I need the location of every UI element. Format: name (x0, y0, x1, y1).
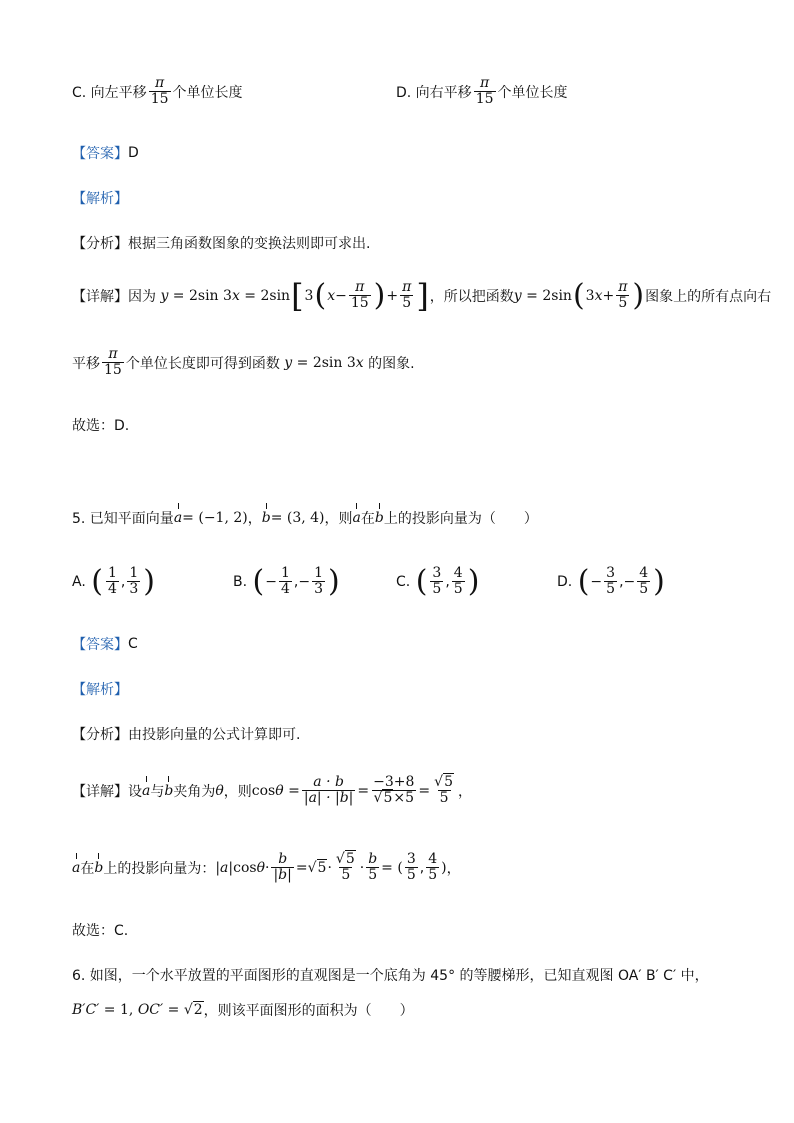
q4-detail-line2: 平移 $\frac{\pi}{15}$ 个单位长度即可得到函数 y = 2sin 3 x 的图象. (72, 346, 415, 378)
q5-option-a[interactable]: A. ( $\frac{1}{4}$ , $\frac{1}{3}$ ) (72, 563, 155, 599)
q4-fenxi: 【分析】 根据三角函数图象的变换法则即可求出. (72, 236, 371, 252)
q6-stem-line2: B′C′ = 1, OC′ = √2 ，则该平面图形的面积为（ ） (72, 1002, 414, 1019)
q4-analysis-heading: 【解析】 (72, 191, 128, 207)
q5-fenxi: 【分析】 由投影向量的公式计算即可. (72, 727, 301, 743)
q4-answer: 【答案】 D (72, 145, 139, 162)
q4-option-c[interactable]: C. 向左平移 $\frac{\pi}{15}$ 个单位长度 (72, 75, 243, 107)
q5-answer: 【答案】 C (72, 636, 138, 653)
q4-detail: 【详解】 因为 y = 2sin 3 x = 2sin [ 3 ( x − $\frac{\pi}{15}$ ) + $\frac{\pi}{5}$ ] ，所以把函数 y = 2sin ( 3 x + $\frac{\pi}{5}$ ) 图象上的所有点向右 (72, 276, 772, 315)
q5-analysis-heading: 【解析】 (72, 682, 128, 698)
q5-projection: a 在 b 上的投影向量为： |a| cos θ · $\frac{b}{|b|}$ = √5 · $\frac{√5}{5}$ · $\frac{b}{5}$ = ( $\frac{3}{5}$ , $\frac{4}{5}$ ) ， (72, 851, 461, 883)
q5-option-d[interactable]: D. ( − $\frac{3}{5}$ , − $\frac{4}{5}$ ) (557, 563, 665, 599)
q5-stem: 5. 已知平面向量 a = (−1, 2) ， b = (3, 4) ，则 a 在 b 上的投影向量为（ ） (72, 510, 538, 527)
q4-conclusion: 故选：D. (72, 418, 130, 434)
q5-detail: 【详解】 设 a 与 b 夹角为 θ ，则 cos θ = $\frac{a \cdot b}{|a| \cdot |b|}$ = $\frac{-3+8}{√5\times 5}$ = $\frac{√5}{5}$ ， (72, 774, 472, 806)
fraction: $\frac{\pi}{15}$ (475, 75, 494, 107)
q6-stem-line1: 6. 如图，一个水平放置的平面图形的直观图是一个底角为 45° 的等腰梯形，已知直观图 OA′ B′ C′ 中， (72, 968, 709, 984)
q5-option-c[interactable]: C. ( $\frac{3}{5}$ , $\frac{4}{5}$ ) (396, 563, 480, 599)
q5-conclusion: 故选：C. (72, 923, 129, 939)
q4-option-d[interactable]: D. 向右平移 $\frac{\pi}{15}$ 个单位长度 (396, 75, 568, 107)
q5-option-b[interactable]: B. ( − $\frac{1}{4}$ , − $\frac{1}{3}$ ) (233, 563, 340, 599)
fraction: $\frac{\pi}{15}$ (150, 75, 169, 107)
